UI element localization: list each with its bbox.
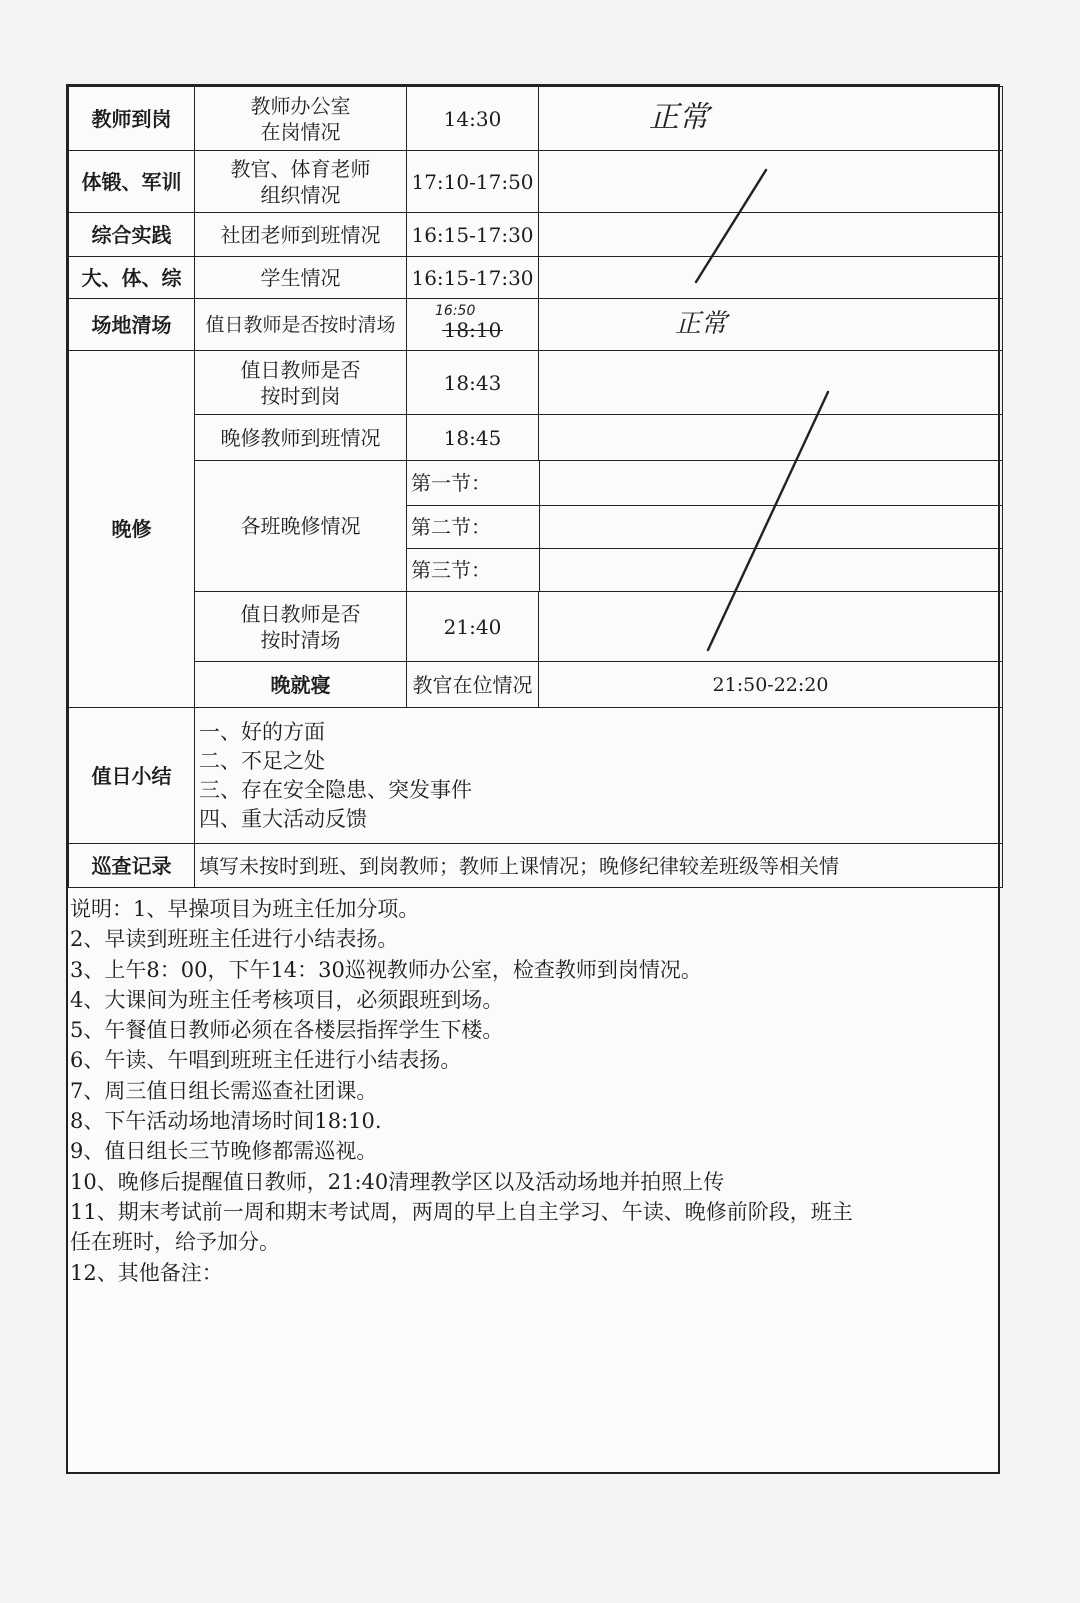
- item-cell: 学生情况: [195, 257, 407, 299]
- item-cell: 值日教师是否 按时清场: [195, 592, 407, 662]
- row-evening-class-status: [69, 461, 1003, 592]
- note-line: 11、期末考试前一周和期末考试周，两周的早上自主学习、午读、晚修前阶段，班主: [70, 1199, 853, 1224]
- row-evening-onduty-arrive: [69, 351, 1003, 415]
- handwritten-record: 正常: [649, 99, 709, 135]
- row-bedtime: [69, 662, 1003, 708]
- record-cell[interactable]: [539, 351, 1003, 415]
- item-cell: 教官在位情况: [407, 662, 539, 708]
- note-line: 说明：1、早操项目为班主任加分项。: [70, 897, 420, 921]
- category-cell: 值日小结: [69, 708, 195, 844]
- row-evening-onduty-clear: [69, 592, 1003, 662]
- record-cell[interactable]: [539, 151, 1003, 213]
- row-field-clear: [69, 299, 1003, 351]
- record-cell[interactable]: [539, 257, 1003, 299]
- item-cell: 值日教师是否 按时到岗: [195, 351, 407, 415]
- period-record[interactable]: [539, 461, 1002, 505]
- row-pe-military: [69, 151, 1003, 213]
- note-line: 7、周三值日组长需巡查社团课。: [70, 1078, 378, 1103]
- period-record[interactable]: [539, 505, 1002, 548]
- category-cell: 巡查记录: [69, 844, 195, 888]
- category-cell: 大、体、综: [69, 257, 195, 299]
- handwritten-record: 正常: [675, 309, 728, 339]
- note-line: 12、其他备注：: [70, 1260, 223, 1285]
- row-evening-teacher-arrive: [69, 415, 1003, 461]
- note-line: 5、午餐值日教师必须在各楼层指挥学生下楼。: [70, 1018, 504, 1043]
- category-cell: 教师到岗: [69, 87, 195, 151]
- patrol-cell[interactable]: 填写未按时到班、到岗教师；教师上课情况；晚修纪律较差班级等相关情: [195, 844, 1003, 888]
- record-cell[interactable]: [539, 299, 1003, 351]
- time-cell: 18:45: [407, 415, 539, 461]
- period-record[interactable]: [539, 548, 1002, 591]
- note-line: 2、早读到班班主任进行小结表扬。: [70, 927, 399, 952]
- period-cell: [407, 461, 1003, 592]
- row-summary: [69, 708, 1003, 844]
- summary-line: 二、不足之处: [199, 748, 325, 773]
- note-line: 任在班时，给予加分。: [70, 1230, 280, 1255]
- note-line: 9、值日组长三节晚修都需巡视。: [70, 1139, 378, 1164]
- time-cell: 14:30: [407, 87, 539, 151]
- note-line: 8、下午活动场地清场时间18:10.: [70, 1109, 382, 1134]
- time-cell: 18:43: [407, 351, 539, 415]
- note-line: 6、午读、午唱到班班主任进行小结表扬。: [70, 1048, 462, 1073]
- item-cell: 晚修教师到班情况: [195, 415, 407, 461]
- category-cell: 体锻、军训: [69, 151, 195, 213]
- note-line: 3、上午8：00，下午14：30巡视教师办公室，检查教师到岗情况。: [70, 957, 702, 982]
- record-cell[interactable]: [539, 592, 1003, 662]
- time-cell: 16:15-17:30: [407, 257, 539, 299]
- struck-time: 18:10: [443, 317, 502, 342]
- item-cell: 各班晚修情况: [195, 461, 407, 592]
- time-cell: 17:10-17:50: [407, 151, 539, 213]
- item-cell: 教官、体育老师 组织情况: [195, 151, 407, 213]
- record-cell[interactable]: [539, 415, 1003, 461]
- item-cell: 值日教师是否按时清场: [195, 299, 407, 351]
- note-line: 10、晚修后提醒值日教师，21:40清理教学区以及活动场地并拍照上传: [70, 1169, 725, 1194]
- row-practice: [69, 213, 1003, 257]
- row-patrol: [69, 844, 1003, 888]
- category-cell: 场地清场: [69, 299, 195, 351]
- summary-line: 三、存在安全隐患、突发事件: [199, 777, 472, 802]
- summary-line: 一、好的方面: [199, 719, 325, 744]
- summary-line: 四、重大活动反馈: [199, 806, 367, 831]
- note-line: 4、大课间为班主任考核项目，必须跟班到场。: [70, 987, 504, 1012]
- row-teacher-duty: [69, 87, 1003, 151]
- category-cell: 综合实践: [69, 213, 195, 257]
- summary-cell[interactable]: [195, 708, 1003, 844]
- notes-section: [68, 888, 998, 1288]
- record-cell[interactable]: [539, 87, 1003, 151]
- item-cell: 社团老师到班情况: [195, 213, 407, 257]
- item-cell: 教师办公室 在岗情况: [195, 87, 407, 151]
- category-cell: 晚就寝: [195, 662, 407, 708]
- period-table: [407, 461, 1002, 591]
- category-cell: 晚修: [69, 351, 195, 708]
- handwritten-time: 16:50: [435, 303, 476, 319]
- time-cell: 16:15-17:30: [407, 213, 539, 257]
- period-label: 第三节：: [407, 548, 539, 591]
- row-da-ti-zong: [69, 257, 1003, 299]
- time-cell: [407, 299, 539, 351]
- period-label: 第一节：: [407, 461, 539, 505]
- duty-record-sheet: [66, 84, 1000, 1474]
- record-cell[interactable]: [539, 213, 1003, 257]
- period-label: 第二节：: [407, 505, 539, 548]
- duty-table: [68, 86, 1003, 888]
- time-cell: 21:40: [407, 592, 539, 662]
- time-cell: 21:50-22:20: [539, 662, 1003, 708]
